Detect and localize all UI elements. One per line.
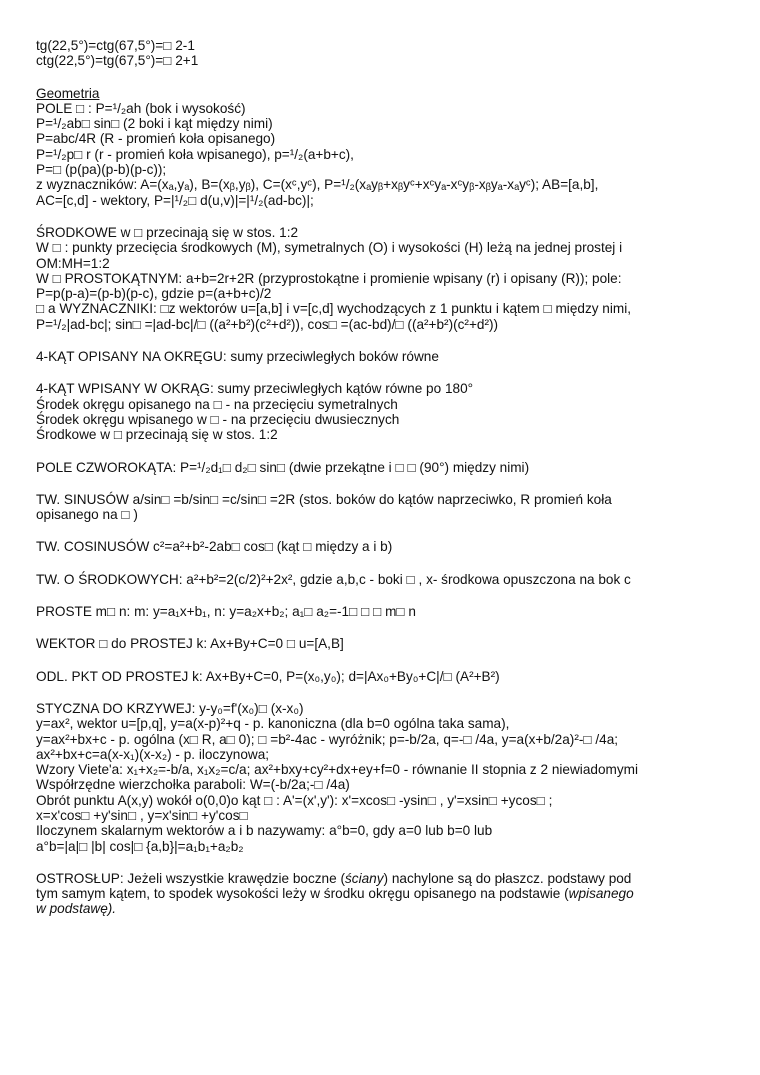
text-line: ctg(22,5°)=tg(67,5°)=□ 2+1 [36,53,199,69]
text-line: x=x'cos□ +y'sin□ , y=x'sin□ +y'cos□ [36,807,248,823]
text-line: W □ : punkty przecięcia środkowych (M), symetralnych (O) i wysokości (H) leżą na jednej prostej i [36,240,623,256]
spacer [36,443,736,460]
spacer [36,684,736,701]
text-line [36,886,736,901]
text-line: POLE □ : P=¹/₂ah (bok i wysokość) [36,100,246,116]
spacer [36,475,736,492]
spacer [36,69,736,86]
text-line: y=ax²+bx+c - p. ogólna (x□ R, a□ 0); □ =b²-4ac - wyróżnik; p=-b/2a, q=-□ /4a, y=a(x+b/2a)²-□ /4a; [36,731,619,747]
text-line: PROSTE m□ n: m: y=a₁x+b₁, n: y=a₂x+b₂; a₁□ a₂=-1□ □ □ m□ n [36,604,416,620]
text-line: P=□ (p(pa)(p-b)(p-c)); [36,162,167,178]
text-line: Iloczynem skalarnym wektorów a i b nazywamy: a°b=0, gdy a=0 lub b=0 lub [36,823,493,839]
text-line: Wzory Viete'a: x₁+x₂=-b/a, x₁x₂=c/a; ax²+bxy+cy²+dx+ey+f=0 - równanie II stopnia z 2 niewiadomymi [36,762,638,778]
spacer [36,587,736,604]
text-line: ODL. PKT OD PROSTEJ k: Ax+By+C=0, P=(x₀,y₀); d=|Ax₀+By₀+C|/□ (A²+B²) [36,668,500,684]
text-line: TW. SINUSÓW a/sin□ =b/sin□ =c/sin□ =2R (stos. boków do kątów naprzeciwko, R promień koła [36,491,612,507]
spacer [36,854,736,871]
spacer [36,555,736,572]
text-line: P=¹/₂ab□ sin□ (2 boki i kąt między nimi) [36,116,273,132]
text-line: POLE CZWOROKĄTA: P=¹/₂d₁□ d₂□ sin□ (dwie przekątne i □ □ (90°) między nimi) [36,459,530,475]
text-line: tg(22,5°)=ctg(67,5°)=□ 2-1 [36,38,195,53]
text-line: opisanego na □ ) [36,507,138,523]
text-line: STYCZNA DO KRZYWEJ: y-y₀=f'(x₀)□ (x-x₀) [36,700,304,716]
italic-span: wpisanego [568,886,634,902]
text-line: Obrót punktu A(x,y) wokół o(0,0)o kąt □ : A'=(x',y'): x'=xcos□ -ysin□ , y'=xsin□ +ycos□ ; [36,792,553,808]
spacer [36,208,736,225]
section-heading: Geometria [36,85,100,101]
italic-span: ściany [344,870,384,886]
text-line: AC=[c,d] - wektory, P=|¹/₂□ d(u,v)|=|¹/₂(ad-bc)|; [36,192,314,208]
spacer [36,619,736,636]
text-line: P=p(p-a)=(p-b)(p-c), gdzie p=(a+b+c)/2 [36,286,272,302]
text-span: OSTROSŁUP: Jeżeli wszystkie krawędzie boczne ( [36,870,345,886]
document-page [36,38,736,917]
text-line: 4-KĄT WPISANY W OKRĄG: sumy przeciwległych kątów równe po 180° [36,381,474,397]
text-line: TW. O ŚRODKOWYCH: a²+b²=2(c/2)²+2x², gdzie a,b,c - boki □ , x- środkowa opuszczona na bok c [36,571,631,587]
spacer [36,332,736,349]
text-line: P=¹/₂p□ r (r - promień koła wpisanego), p=¹/₂(a+b+c), [36,146,354,162]
text-line [36,871,736,886]
text-span: ) nachylone są do płaszcz. podstawy pod [383,870,632,886]
text-line: ax²+bx+c=a(x-x₁)(x-x₂) - p. iloczynowa; [36,746,270,762]
text-line: P=abc/4R (R - promień koła opisanego) [36,131,276,147]
text-line: Środek okręgu wpisanego w □ - na przecięciu dwusiecznych [36,411,400,427]
text-line: W □ PROSTOKĄTNYM: a+b=2r+2R (przyprostokątne i promienie wpisany (r) i opisany (R)); pole: [36,270,622,286]
text-line: Środek okręgu opisanego na □ - na przecięciu symetralnych [36,396,398,412]
spacer [36,652,736,669]
text-line: w podstawę). [36,901,117,917]
text-line: a°b=|a|□ |b| cos|□ {a,b}|=a₁b₁+a₂b₂ [36,838,244,854]
text-line: Współrzędne wierzchołka paraboli: W=(-b/2a;-□ /4a) [36,777,350,793]
text-line: OM:MH=1:2 [36,255,110,271]
text-line: TW. COSINUSÓW c²=a²+b²-2ab□ cos□ (kąt □ między a i b) [36,539,393,555]
text-span: tym samym kątem, to spodek wysokości leży w środku okręgu opisanego na podstawie ( [36,886,569,902]
text-line: P=¹/₂|ad-bc|; sin□ =|ad-bc|/□ ((a²+b²)(c²+d²)), cos□ =(ac-bd)/□ ((a²+b²)(c²+d²)) [36,316,499,332]
text-line: ŚRODKOWE w □ przecinają się w stos. 1:2 [36,224,299,240]
spacer [36,364,736,381]
text-line: WEKTOR □ do PROSTEJ k: Ax+By+C=0 □ u=[A,B] [36,636,344,652]
text-line: □ a WYZNACZNIKI: □z wektorów u=[a,b] i v=[c,d] wychodzących z 1 punktu i kątem □ między nimi, [36,301,632,317]
spacer [36,522,736,539]
text-line: 4-KĄT OPISANY NA OKRĘGU: sumy przeciwległych boków równe [36,349,439,365]
text-line: Środkowe w □ przecinają się w stos. 1:2 [36,427,278,443]
text-line: z wyznaczników: A=(xₐ,yₐ), B=(xᵦ,yᵦ), C=(xᶜ,yᶜ), P=¹/₂(xₐyᵦ+xᵦyᶜ+xᶜyₐ-xᶜyᵦ-xᵦyₐ-xₐyᶜ); AB=[a,b], [36,177,599,193]
text-line: y=ax², wektor u=[p,q], y=a(x-p)²+q - p. kanoniczna (dla b=0 ogólna taka sama), [36,716,510,732]
